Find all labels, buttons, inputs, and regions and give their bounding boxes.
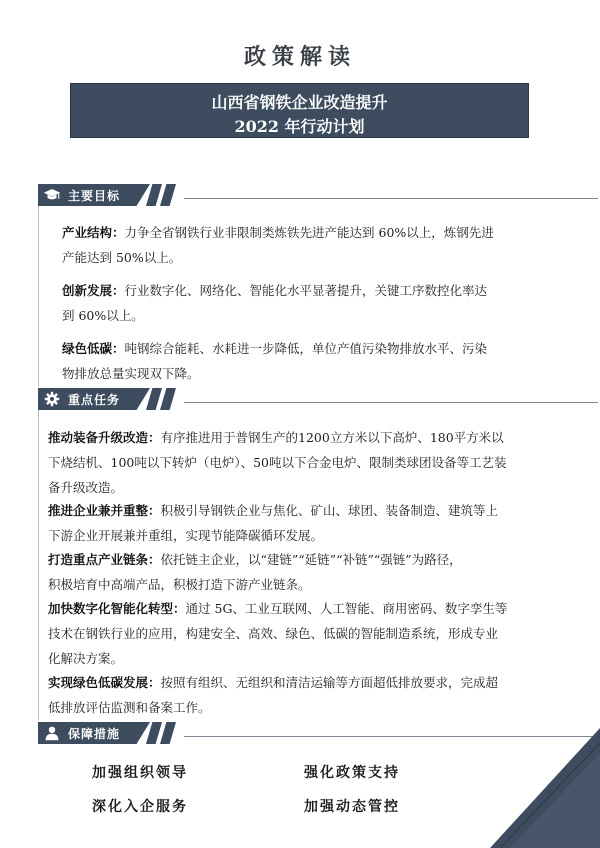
- goal-text: 产能达到 50%以上。: [62, 250, 182, 265]
- goal-item-3: [62, 336, 562, 386]
- task-text: 备升级改造。: [48, 480, 124, 495]
- section-stripe: [146, 184, 162, 206]
- section-rule: [184, 402, 598, 403]
- goal-text: 吨钢综合能耗、水耗进一步降低，单位产值污染物排放水平、污染: [124, 341, 488, 356]
- task-text: 积极培育中高端产品，积极打造下游产业链条。: [48, 577, 311, 592]
- measure-item-2: 强化政策支持: [304, 765, 400, 781]
- measure-item-1: 加强组织领导: [92, 765, 188, 781]
- section-side-rule: [38, 206, 39, 386]
- task-item-1: [48, 425, 568, 500]
- section-side-rule: [38, 410, 39, 720]
- task-key: 实现绿色低碳发展：: [48, 675, 161, 690]
- goal-key: 产业结构：: [62, 225, 125, 240]
- banner-title-line-2: 2022 年行动计划: [234, 117, 365, 136]
- goal-text: 力争全省钢铁行业非限制类炼铁先进产能达到 60%以上，炼钢先进: [124, 225, 494, 240]
- task-text: 低排放评估监测和备案工作。: [48, 700, 211, 715]
- corner-decoration: [490, 728, 600, 848]
- goal-key: 创新发展：: [62, 283, 125, 298]
- task-text: 有序推进用于普钢生产的1200立方米以下高炉、180平方米以: [160, 430, 504, 445]
- task-text: 下游企业开展兼并重组，实现节能降碳循环发展。: [48, 528, 324, 543]
- section-label-goals: 主要目标: [68, 189, 121, 203]
- goal-item-2: [62, 278, 562, 328]
- gear-icon: [43, 391, 61, 407]
- task-text: 下烧结机、100吨以下转炉（电炉）、50吨以下合金电炉、限制类球团设备等工艺装: [48, 455, 507, 470]
- task-text: 技术在钢铁行业的应用，构建安全、高效、绿色、低碳的智能制造系统，形成专业: [48, 626, 499, 641]
- task-key: 打造重点产业链条：: [48, 552, 161, 567]
- goal-text: 物排放总量实现双下降。: [62, 366, 200, 381]
- goal-key: 绿色低碳：: [62, 341, 125, 356]
- page-title: 政策解读: [243, 45, 356, 70]
- section-label-measures: 保障措施: [68, 727, 121, 741]
- task-item-5: [48, 670, 568, 720]
- task-item-2: [48, 498, 568, 548]
- section-label-tasks: 重点任务: [68, 393, 121, 407]
- task-key: 加快数字化智能化转型：: [48, 601, 186, 616]
- section-stripe: [160, 184, 176, 206]
- measure-item-3: 深化入企服务: [92, 799, 188, 815]
- task-item-4: [48, 596, 568, 671]
- banner-title-line-1: 山西省钢铁企业改造提升: [211, 93, 388, 112]
- person-icon: [43, 725, 61, 741]
- section-stripe: [146, 388, 162, 410]
- measure-item-4: 加强动态管控: [304, 799, 400, 815]
- task-text: 依托链主企业，以“建链”“延链”“补链”“强链”为路径，: [160, 552, 462, 567]
- task-text: 化解决方案。: [48, 651, 124, 666]
- task-text: 积极引导钢铁企业与焦化、矿山、球团、装备制造、建筑等上: [160, 503, 499, 518]
- task-key: 推动装备升级改造：: [48, 430, 161, 445]
- task-text: 通过 5G、工业互联网、人工智能、商用密码、数字孪生等: [185, 601, 508, 616]
- section-stripe: [160, 722, 176, 744]
- goal-item-1: [62, 220, 562, 270]
- goal-text: 行业数字化、网络化、智能化水平显著提升，关键工序数控化率达: [124, 283, 488, 298]
- task-item-3: [48, 547, 568, 597]
- section-rule: [184, 198, 598, 199]
- task-text: 按照有组织、无组织和清洁运输等方面超低排放要求，完成超: [160, 675, 499, 690]
- title-banner: [70, 83, 529, 138]
- goal-text: 到 60%以上。: [62, 308, 144, 323]
- section-stripe: [160, 388, 176, 410]
- section-stripe: [146, 722, 162, 744]
- graduation-cap-icon: [43, 187, 61, 203]
- task-key: 推进企业兼并重整：: [48, 503, 161, 518]
